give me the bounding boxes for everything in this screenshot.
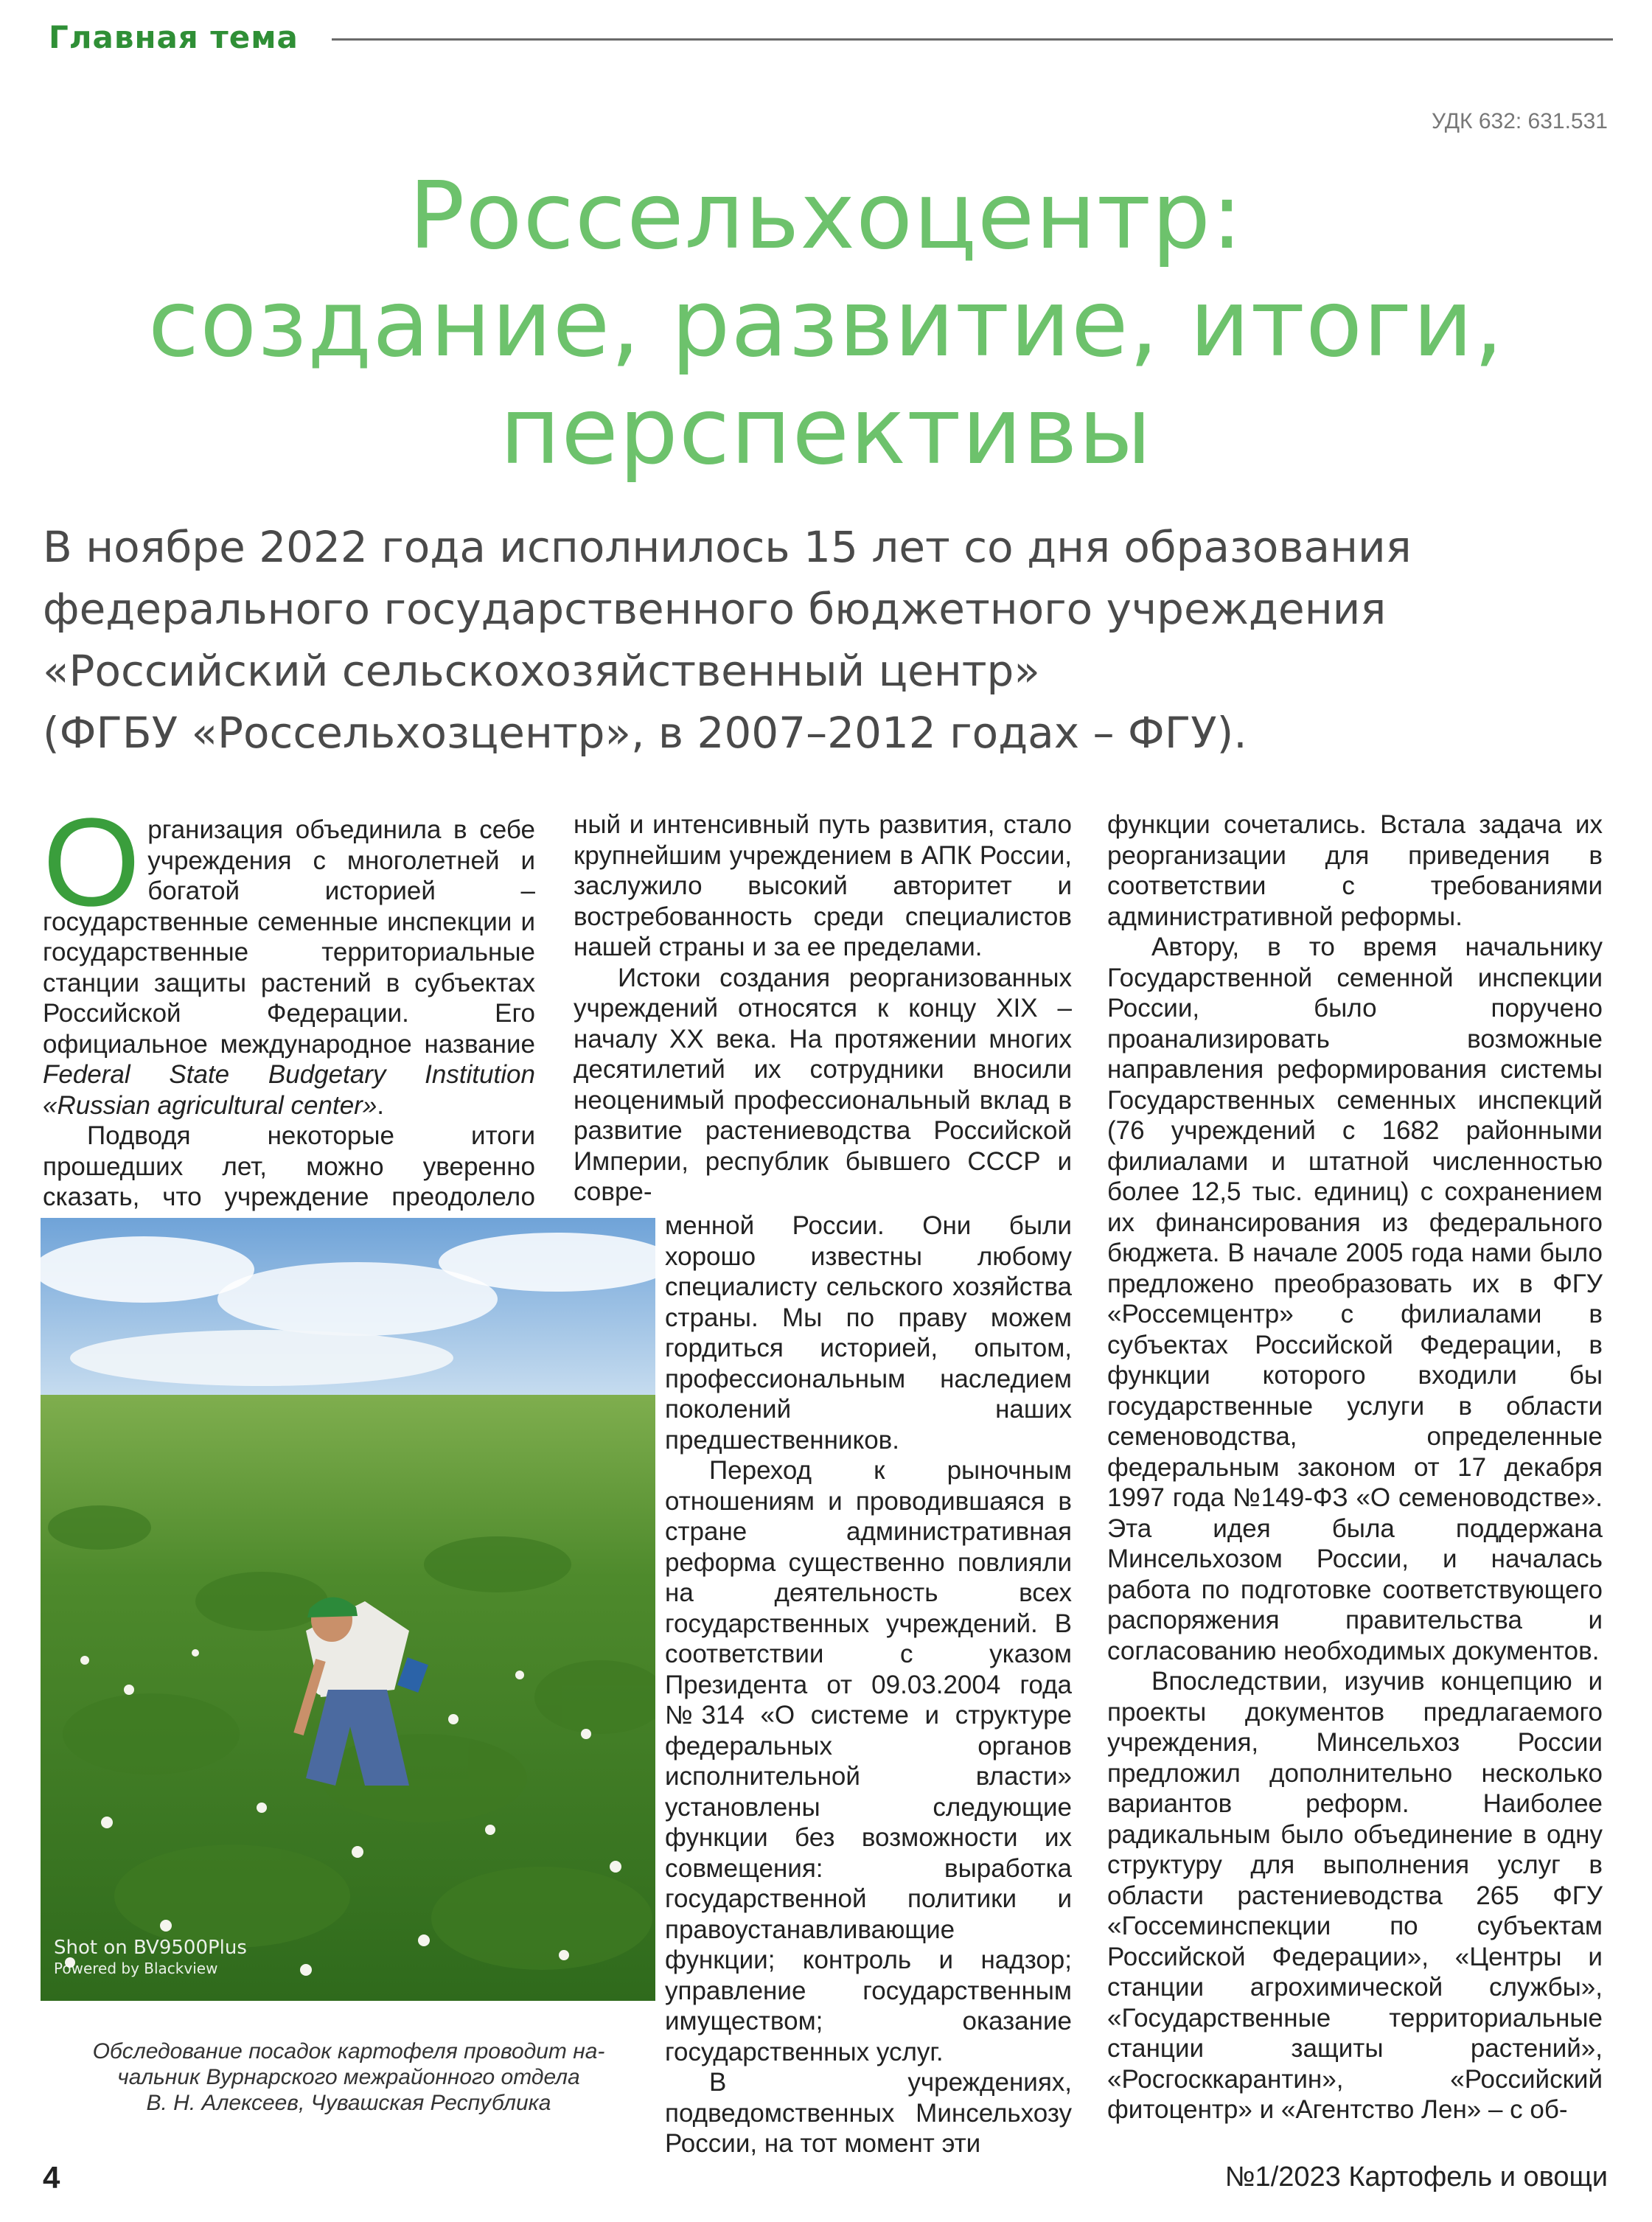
title-line: Россельхоцентр: bbox=[408, 161, 1244, 270]
lead-line: В ноябре 2022 года исполнилось 15 лет со дня образования bbox=[43, 522, 1412, 572]
title-line: создание, развитие, итоги, bbox=[147, 269, 1505, 377]
lead-line: (ФГБУ «Россельхозцентр», в 2007–2012 годах – ФГУ). bbox=[43, 708, 1247, 758]
text-column-2-top bbox=[574, 809, 1072, 1208]
paragraph: Автору, в то время начальнику Государственной семенной инспекции России, было поручено проанализировать возможные направления реформирования системы Государственных семенных инспекций (76 учреждений с 1682 районными филиалами и штатной численностью более 12,5 тыс. единиц) с сохранением их финансирования из федерального бюджета. В начале 2005 года нами было предложено преобразовать их в ФГУ «Россемцентр» с филиалами в субъектах Российской Федерации, в функции которого входили бы государственные услуги в области семеноводства, определенные федеральным законом от 17 декабря 1997 года №149-ФЗ «О семеноводстве». Эта идея была поддержана Минсельхозом России, и началась работа по подготовке соответствующего распоряжения правительства и согласованию необходимых документов. bbox=[1107, 933, 1603, 1665]
lead-line: «Российский сельскохозяйственный центр» bbox=[43, 646, 1040, 696]
english-name: Federal State Budgetary Institution «Russian agricultural center» bbox=[43, 1060, 535, 1120]
text-column-1 bbox=[43, 793, 535, 1243]
page-number: 4 bbox=[43, 2160, 60, 2195]
paragraph: ный и интенсивный путь развития, стало крупнейшим учреждением в АПК России, заслужило высокий авторитет и востребованность среди специалистов нашей страны и за ее пределами. bbox=[574, 810, 1072, 961]
section-header bbox=[43, 16, 1613, 60]
udc-code: УДК 632: 631.531 bbox=[1431, 109, 1608, 133]
camera-watermark: Shot on BV9500Plus Powered by Blackview bbox=[54, 1937, 247, 1977]
paragraph: менной России. Они были хорошо известны любому специалисту сельского хозяйства страны. Мы по праву можем гордиться историей, опытом, профессиональным наследием поколений наших предшественников. bbox=[665, 1211, 1072, 1455]
paragraph: Переход к рыночным отношениям и проводившаяся в стране административная реформа существенно повлияли на деятельность всех государственных учреждений. В соответствии с указом Президента от 09.03.2004 года №314 «О системе и структуре федеральных органов исполнительной власти» установлены следующие функции без возможности их совмещения: выработка государственной политики и правоустанавливающие функции; контроль и надзор; управление государственным имуществом; оказание государственных услуг. bbox=[665, 1456, 1072, 2066]
paragraph: Впоследствии, изучив концепцию и проекты документов предлагаемого учреждения, Минсельхоз России предложил дополнительно несколько вариантов реформ. Наиболее радикальным было объединение в одну структуру для выполнения услуг в области растениеводства 265 ФГУ «Госсеминспекции по субъектам Российской Федерации», «Центры и станции агрохимической службы», «Государственные территориальные станции защиты растений», «Росгосккарантин», «Российский фитоцентр» и «Агентство Лен» – с об- bbox=[1107, 1667, 1603, 2124]
lead-line: федерального государственного бюджетного учреждения bbox=[43, 584, 1387, 634]
paragraph: В учреждениях, подведомственных Минсельхозу России, на тот момент эти bbox=[665, 2068, 1072, 2158]
drop-cap: О bbox=[43, 793, 141, 933]
text-column-3 bbox=[1107, 809, 1603, 2125]
paragraph: Подводя некоторые итоги прошедших лет, можно уверенно сказать, что учреждение преодолело bbox=[43, 1121, 535, 1211]
issue-label: №1/2023 Картофель и овощи bbox=[1224, 2162, 1608, 2193]
paragraph: функции сочетались. Встала задача их реорганизации для приведения в соответствии с требованиями административной реформы. bbox=[1107, 810, 1603, 931]
text-column-2-bottom bbox=[665, 1211, 1072, 2159]
field-photo bbox=[41, 1218, 655, 2001]
photo-caption: Обследование посадок картофеля проводит на- чальник Вурнарского межрайонного отдела В. Н. Алексеев, Чувашская Республика bbox=[92, 2039, 605, 2115]
title-line: перспективы bbox=[499, 377, 1153, 485]
paragraph: Истоки создания реорганизованных учреждений относятся к концу XIX – началу XX века. На протяжении многих десятилетий их сотрудники вносили неоценимый профессиональный вклад в развитие растениеводства Российской Империи, республик бывшего СССР и совре- bbox=[574, 963, 1072, 1206]
article-lead bbox=[43, 516, 1620, 764]
section-divider bbox=[332, 38, 1613, 41]
section-label: Главная тема bbox=[49, 19, 299, 55]
paragraph: Организация объединила в себе учреждения с многолетней и богатой историей – государственные семенные инспекции и государственные территориальные станции защиты растений в субъектах Российской Федерации. Его официальное международное название Federal State Budgetary Institution «Russian agricultural center». bbox=[43, 793, 535, 1120]
article-title bbox=[44, 162, 1608, 485]
